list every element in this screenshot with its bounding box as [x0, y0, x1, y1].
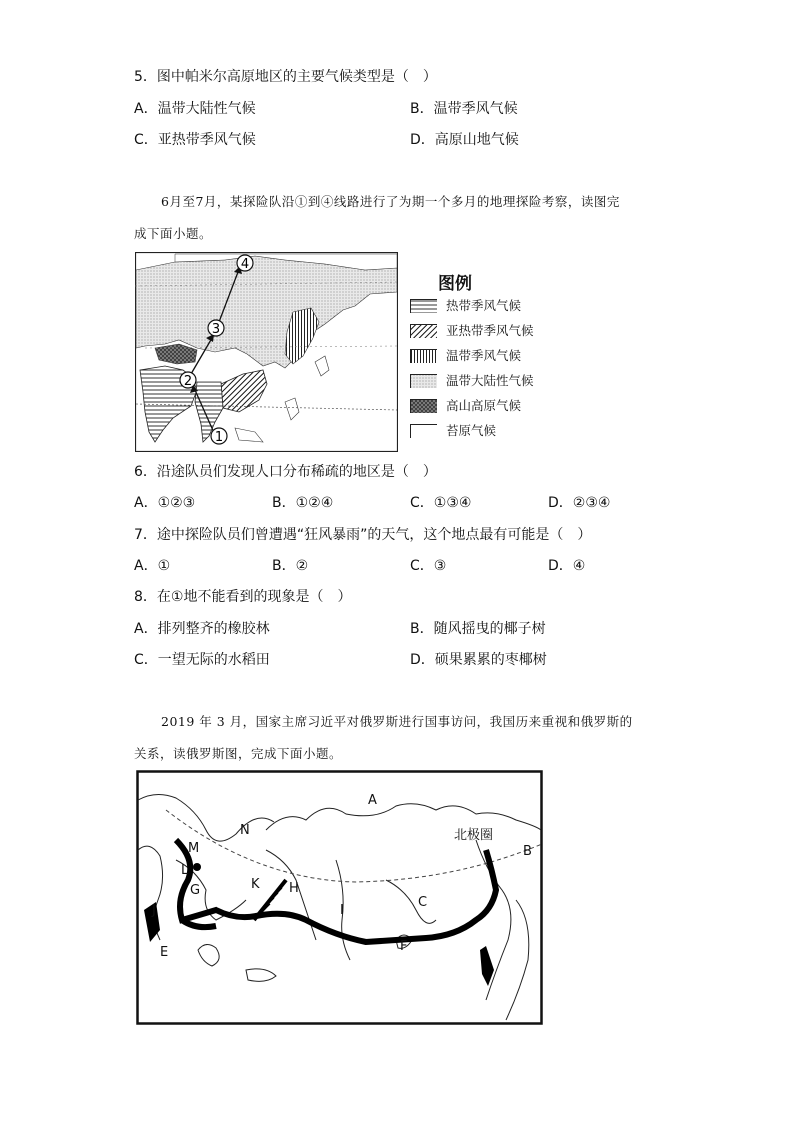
q7-option-c[interactable]: C．③ — [410, 558, 447, 574]
svg-text:4: 4 — [240, 257, 250, 272]
q8-option-d[interactable]: D．硕果累累的枣椰树 — [410, 652, 547, 668]
russia-map — [136, 770, 544, 1026]
q6-option-b[interactable]: B．①②④ — [272, 495, 334, 511]
intro2-line2: 关系，读俄罗斯图，完成下面小题。 — [134, 746, 343, 761]
label-g: G — [190, 883, 201, 898]
q5-option-c[interactable]: C．亚热带季风气候 — [134, 132, 256, 148]
label-l: L — [181, 863, 189, 878]
intro1-line1: 6月至7月，某探险队沿①到④线路进行了为期一个多月的地理探险考察，读图完 — [161, 194, 620, 209]
q7-option-b[interactable]: B．② — [272, 558, 309, 574]
svg-text:3: 3 — [211, 322, 221, 337]
q6-option-a[interactable]: A．①②③ — [134, 495, 196, 511]
q5-option-a[interactable]: A．温带大陆性气候 — [134, 101, 256, 117]
q7-stem: 7．途中探险队员们曾遭遇“狂风暴雨”的天气，这个地点最有可能是（ ） — [134, 527, 592, 543]
q5-option-d[interactable]: D．高原山地气候 — [410, 132, 519, 148]
intro2-line1: 2019 年 3 月，国家主席习近平对俄罗斯进行国事访问，我国历来重视和俄罗斯的 — [161, 714, 633, 729]
label-i: I — [340, 903, 344, 918]
q8-stem: 8．在①地不能看到的现象是（ ） — [134, 589, 352, 605]
q8-option-b[interactable]: B．随风摇曳的椰子树 — [410, 621, 546, 637]
legend-title: 图例 — [438, 274, 472, 294]
label-arctic-circle: 北极圈 — [454, 828, 494, 843]
svg-text:2: 2 — [183, 374, 193, 389]
q6-stem: 6．沿途队员们发现人口分布稀疏的地区是（ ） — [134, 464, 437, 480]
q6-option-c[interactable]: C．①③④ — [410, 495, 472, 511]
q8-option-a[interactable]: A．排列整齐的橡胶林 — [134, 621, 270, 637]
q5-stem: 5．图中帕米尔高原地区的主要气候类型是（ ） — [134, 69, 437, 85]
label-j: J — [152, 903, 156, 918]
intro1-line2: 成下面小题。 — [134, 226, 213, 241]
label-h: H — [289, 881, 299, 896]
label-n: N — [240, 823, 250, 838]
label-m: M — [188, 841, 200, 856]
label-k: K — [251, 877, 260, 892]
q7-option-a[interactable]: A．① — [134, 558, 171, 574]
label-b: B — [523, 844, 532, 859]
label-e: E — [160, 945, 169, 960]
q5-option-b[interactable]: B．温带季风气候 — [410, 101, 518, 117]
label-a: A — [368, 793, 377, 808]
asia-climate-map — [135, 252, 398, 452]
label-f: F — [400, 939, 408, 954]
svg-text:1: 1 — [214, 430, 224, 445]
q6-option-d[interactable]: D．②③④ — [548, 495, 611, 511]
q7-option-d[interactable]: D．④ — [548, 558, 586, 574]
q8-option-c[interactable]: C．一望无际的水稻田 — [134, 652, 270, 668]
label-c: C — [418, 895, 428, 910]
